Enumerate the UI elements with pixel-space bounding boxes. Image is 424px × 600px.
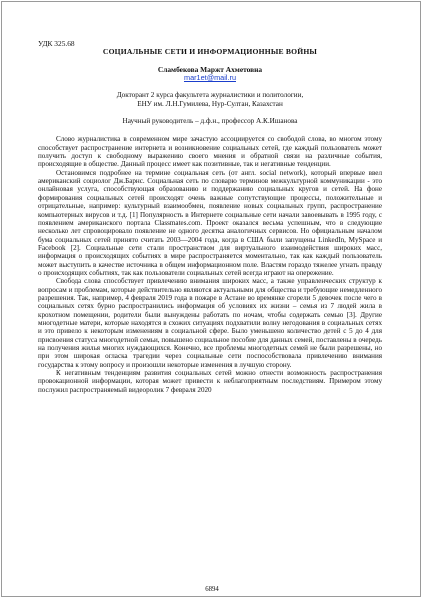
udk-code: УДК 325.68 [38, 39, 75, 48]
body-paragraph: Остановимся подробнее на термине социальная сеть (от англ. social network), который впервые ввел американский социолог Дж.Барнс. Социальная сеть по словарю терминов межкультурной коммуникации - это онлайновая услуга, способствующая образованию и поддержанию социальных кругов и сетей. На фоне формирования социальных сетей происходят очень важные сопутствующие процессы, положительные и отрицательные, например: культурный взаимообмен, появление новых социальных групп, распространение компьютерных вирусов и т.д. [1] Популярность в Интернете социальные сети начали завоевывать в 1995 году, с появлением американского портала Classmates.com. Проект оказался весьма успешным, что в следующие несколько лет спровоцировало появление не одного десятка аналогичных сервисов. Но официальным началом бума социальных сетей принято считать 2003—2004 года, когда в США были запущены LinkedIn, MySpace и Facebook [2]. Социальные сети стали пространством для виртуального взаимодействия широких масс, информация о происходящих событиях в мире распространяется моментально, так как каждый пользователь может выступить в качестве источника в общем информационном поле. Властям гораздо тяжелее угнать правду о происходящих событиях, так как пользователи социальных сетей всегда играют на опережение. [38, 168, 382, 277]
affiliation-line-2: ЕНУ им. Л.Н.Гумилева, Нур-Султан, Казахстан [137, 99, 283, 108]
supervisor-line: Научный руководитель – д.ф.н., профессор А.К.Ишанова [122, 117, 298, 126]
article-title: СОЦИАЛЬНЫЕ СЕТИ И ИНФОРМАЦИОННЫЕ ВОЙНЫ [102, 47, 318, 57]
affiliation-line-1: Докторант 2 курса факультета журналистики и политологии, [116, 91, 304, 100]
page-number: 6894 [205, 586, 219, 593]
body-paragraph: Свобода слова способствует привлечению внимания широких масс, а также управленческих структур к вопросам и проблемам, которые действительно являются актуальными для общества и требующие немедленного разрешения. Так, например, 4 февраля 2019 года в пожаре в Астане во времянке сгорели 5 девочек после чего в социальных сетях бурно распространились информация об условиях их жизни – семья из 7 людей жила в крохотном помещении, родители были вынуждены работать по ночам, чтобы содержать семью [3]. Другие многодетные матери, которые находятся в схожих ситуациях подхватили волну негодования в социальных сетях и это привело к некоторым изменениям в социальной сфере. Было уменьшено количество детей с 5 до 4 для присвоения статуса многодетной семьи, повышено социальное пособие для данных семей, поставлены в очередь на получения жилья многих нуждающихся. Конечно, все проблемы многодетных семей не были разрешены, но при этом широкая огласка трагедии через социальные сети поспособствовала привлечению внимания государства к этому вопросу и произошли некоторые изменения в лучшую сторону. [38, 277, 382, 369]
body-paragraph: К негативным тенденциям развития социальных сетей можно отнести возможность распространения провокационной информации, которая может привести к неблагоприятным последствиям. Примером этому послужил распространяемый видеоролик 7 февраля 2020 [38, 369, 382, 394]
document-page [38, 40, 382, 394]
body-paragraph: Слово журналистика в современном мире зачастую ассоциируется со свободой слова, во многом этому способствует распространение интернета и возникновение социальных сетей, где каждый пользователь может получить доступ к свободному выражению своего мнения и обратной связи на различные события, происходящие в обществе. Данный процесс имеет как позитивные, так и негативные тенденции. [38, 135, 382, 169]
author-email-link[interactable]: mar1et@mail.ru [183, 73, 236, 83]
author-name: Сламбекова Маржт Ахметовна [157, 64, 263, 74]
